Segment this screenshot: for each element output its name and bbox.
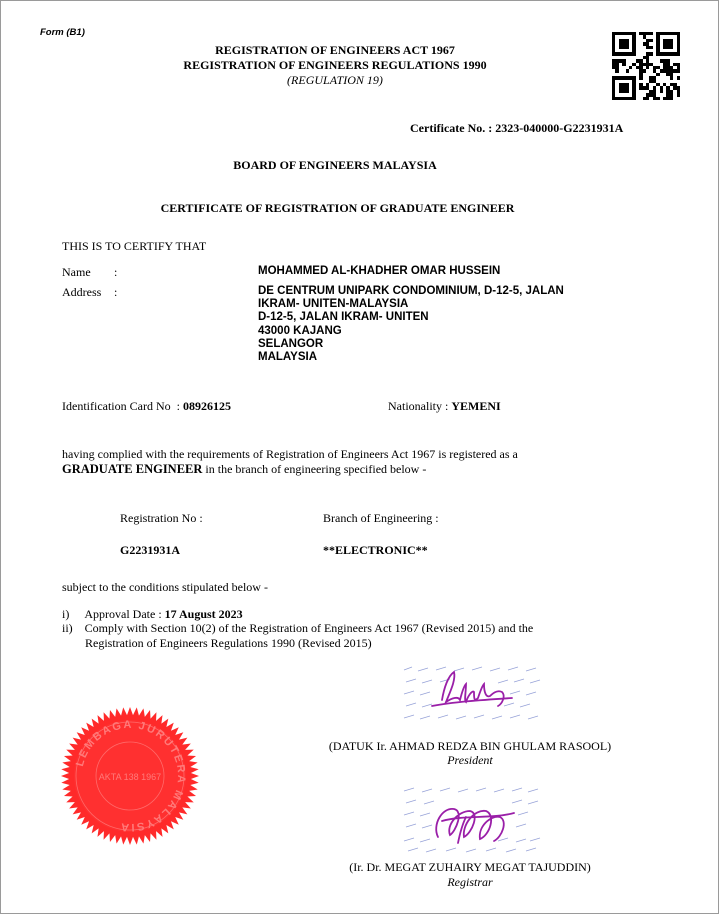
holder-name: MOHAMMED AL-KHADHER OMAR HUSSEIN	[258, 265, 501, 277]
holder-address	[258, 285, 564, 364]
name-label: Name	[62, 265, 91, 279]
registration-no-value: G2231931A	[120, 543, 180, 557]
id-label: Identification Card No	[62, 399, 171, 413]
address-line: SELANGOR	[258, 337, 324, 350]
id-card	[62, 399, 231, 414]
certificate-title: CERTIFICATE OF REGISTRATION OF GRADUATE ENGINEER	[160, 201, 515, 215]
address-colon: :	[114, 285, 118, 299]
regulations-heading: REGISTRATION OF ENGINEERS REGULATIONS 1990	[183, 58, 487, 72]
qr-module	[632, 97, 635, 100]
address-label: Address	[62, 285, 102, 299]
condition-item-1	[62, 607, 243, 622]
address-line: MALAYSIA	[258, 351, 317, 364]
act-heading: REGISTRATION OF ENGINEERS ACT 1967	[215, 43, 455, 57]
qr-module	[639, 76, 642, 79]
qr-module	[670, 76, 673, 79]
qr-module	[670, 97, 673, 100]
approval-date-label: Approval Date :	[84, 607, 162, 621]
qr-module	[643, 69, 646, 72]
condition-text-line-2: Registration of Engineers Regulations 1990 (Revised 2015)	[85, 636, 372, 650]
grade: GRADUATE ENGINEER	[62, 462, 203, 476]
qr-module	[615, 69, 618, 72]
president-role: President	[447, 753, 493, 767]
qr-module	[646, 66, 649, 69]
certificate-number	[410, 121, 623, 136]
body-line-1: having complied with the requirements of Registration of Engineers Act 1967 is registered as a	[62, 447, 518, 461]
nationality-label: Nationality :	[388, 399, 449, 413]
official-seal	[60, 706, 200, 846]
qr-module	[649, 46, 652, 49]
condition-marker: ii)	[62, 621, 73, 635]
regulation-ref: (REGULATION 19)	[287, 73, 383, 87]
registration-no-label: Registration No :	[120, 511, 203, 525]
address-line: D-12-5, JALAN IKRAM- UNITEN	[258, 311, 429, 324]
conditions-intro: subject to the conditions stipulated below -	[62, 580, 268, 594]
nationality	[388, 399, 501, 414]
qr-module	[649, 52, 652, 55]
qr-module	[632, 52, 635, 55]
qr-module	[649, 32, 652, 35]
qr-module	[649, 39, 652, 42]
condition-item-2	[62, 621, 533, 636]
condition-marker: i)	[62, 607, 70, 621]
qr-module	[660, 90, 663, 93]
qr-module	[626, 90, 629, 93]
qr-module	[626, 69, 629, 72]
president-signature	[402, 662, 544, 728]
seal-inner-text: AKTA 138 1967	[98, 772, 162, 782]
registrar-role: Registrar	[447, 875, 493, 889]
qr-code	[612, 32, 680, 100]
certify-intro: THIS IS TO CERTIFY THAT	[62, 239, 207, 253]
registrar-name: (Ir. Dr. MEGAT ZUHAIRY MEGAT TAJUDDIN)	[349, 860, 591, 874]
nationality-value: YEMENI	[451, 399, 501, 413]
qr-module	[656, 97, 659, 100]
board-name: BOARD OF ENGINEERS MALAYSIA	[233, 158, 437, 172]
branch-value: **ELECTRONIC**	[323, 543, 428, 557]
branch-label: Branch of Engineering :	[323, 511, 439, 525]
qr-module	[629, 66, 632, 69]
qr-module	[677, 93, 680, 96]
address-line: IKRAM- UNITEN-MALAYSIA	[258, 298, 409, 311]
seal-outer-text: LEMBAGA JURUTERA MALAYSIA	[73, 718, 188, 834]
approval-date-value: 17 August 2023	[164, 607, 243, 621]
qr-module	[626, 46, 629, 49]
id-colon: :	[176, 399, 180, 413]
registrar-signature	[402, 785, 544, 855]
body-line-2-rest: in the branch of engineering specified below -	[205, 462, 427, 476]
address-line: DE CENTRUM UNIPARK CONDOMINIUM, D-12-5, JALAN	[258, 285, 564, 297]
qr-module	[646, 97, 649, 100]
qr-module	[677, 69, 680, 72]
address-line: 43000 KAJANG	[258, 324, 342, 337]
certificate-number-label: Certificate No. :	[410, 121, 493, 135]
name-colon: :	[114, 265, 118, 279]
qr-module	[677, 76, 680, 79]
form-label: Form (B1)	[40, 27, 85, 38]
qr-module	[622, 63, 625, 66]
certificate-number-value: 2323-040000-G2231931A	[495, 121, 624, 135]
id-value: 08926125	[182, 399, 231, 413]
qr-module	[656, 73, 659, 76]
condition-text-line-1: Comply with Section 10(2) of the Registration of Engineers Act 1967 (Revised 2015) and the	[84, 621, 534, 635]
body-line-2	[62, 462, 426, 477]
president-name: (DATUK Ir. AHMAD REDZA BIN GHULAM RASOOL)	[328, 739, 612, 753]
qr-module	[670, 46, 673, 49]
qr-module	[677, 52, 680, 55]
